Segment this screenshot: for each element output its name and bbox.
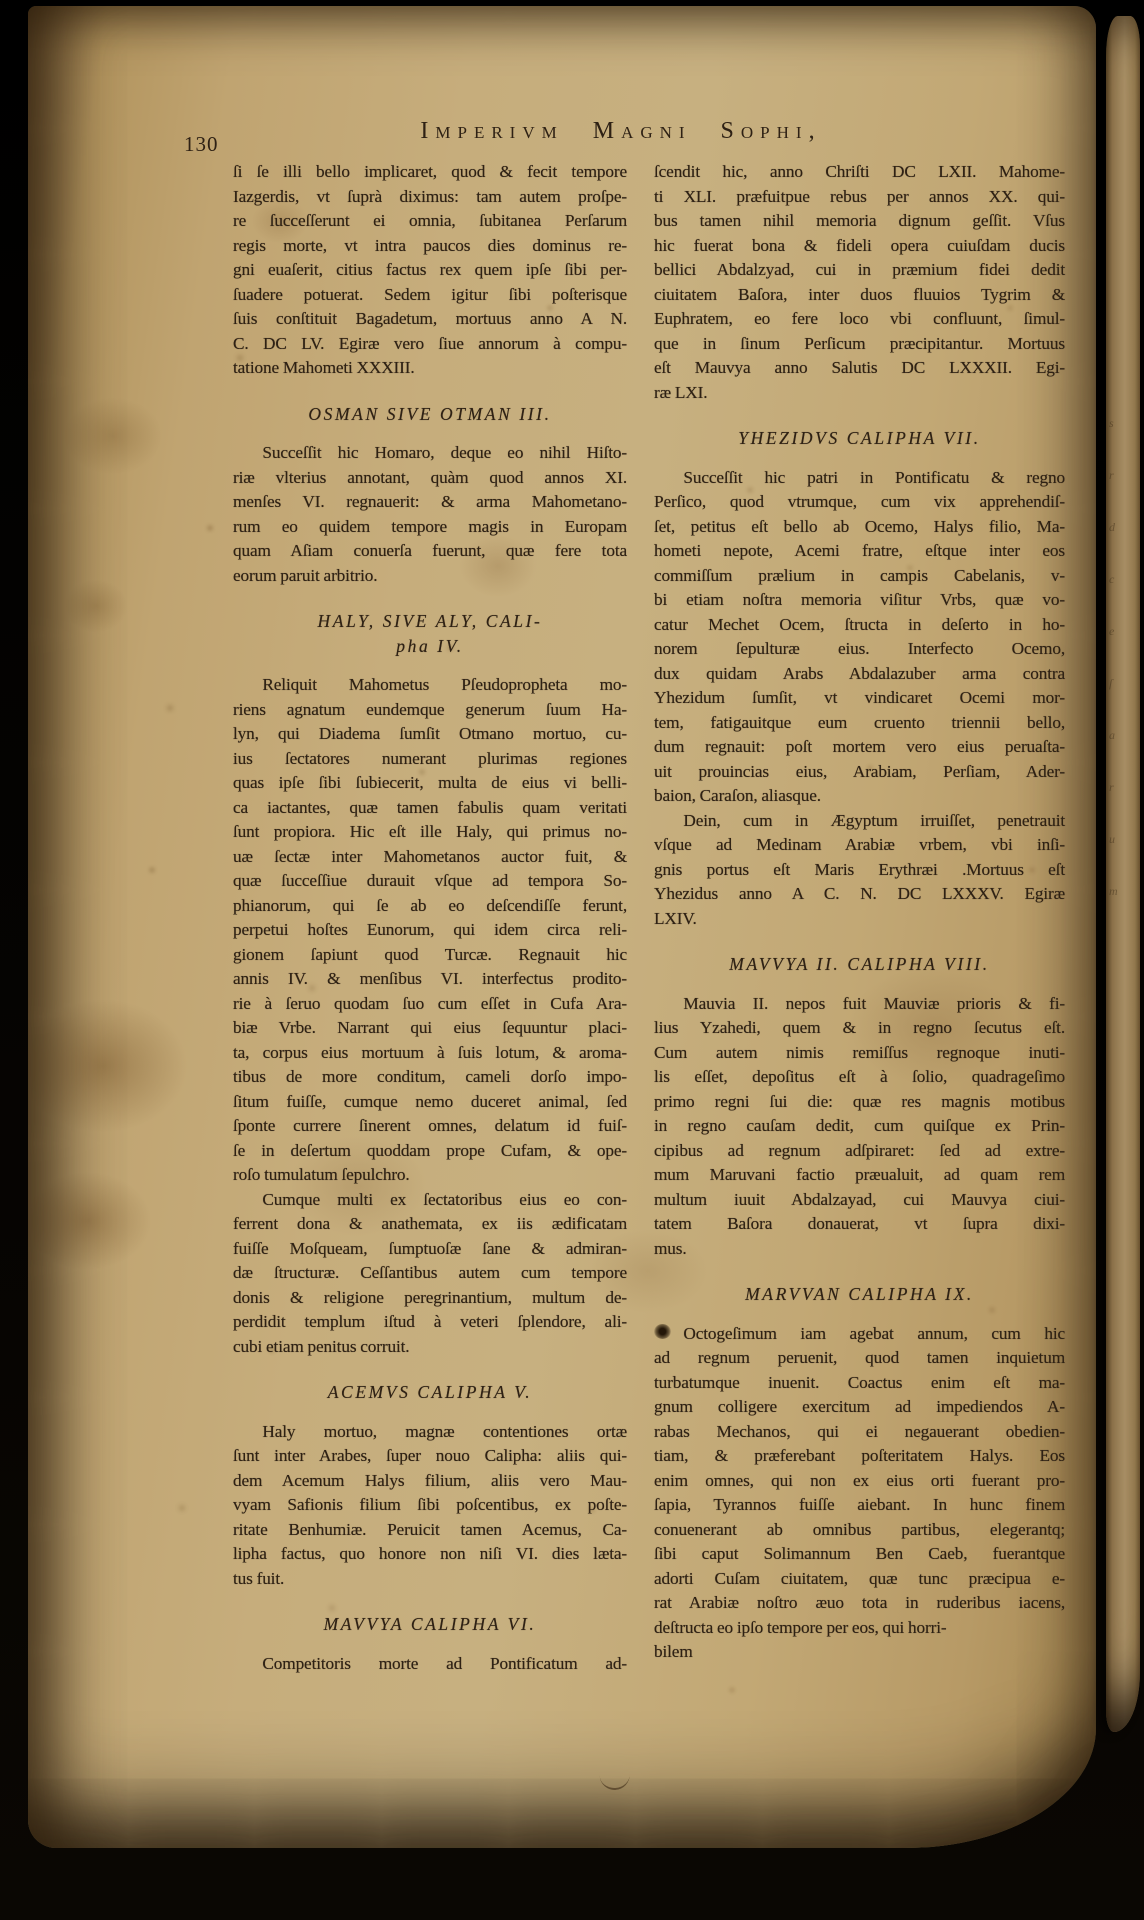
text-line: in regno cauſam dedit, cum quiſque ex Prin- bbox=[654, 1116, 1065, 1135]
text-line: Cum autem nimis remiſſus regnoque inuti- bbox=[654, 1042, 1065, 1062]
text-line: Octogeſimum iam agebat annum, cum hic bbox=[683, 1323, 1065, 1343]
edge-letter: a bbox=[1109, 728, 1115, 742]
text-line: Perſico, quod vtrumque, cum vix apprehendiſ- bbox=[654, 492, 1065, 511]
page-number: 130 bbox=[184, 132, 219, 156]
text-line: conuenerant ab omnibus partibus, elegerantq; bbox=[654, 1519, 1065, 1539]
text-line: biæ Vrbe. Narrant qui eius ſequuntur placi- bbox=[233, 1018, 627, 1037]
paragraph bbox=[654, 809, 1065, 932]
paragraph bbox=[233, 1652, 627, 1677]
text-line: dum regnauit: poſt mortem vero eius peruaſta- bbox=[654, 737, 1065, 756]
catchword: bilem bbox=[654, 1642, 693, 1661]
text-line: ſibi caput Solimannum Ben Caeb, fuerantque bbox=[654, 1544, 1065, 1563]
text-line: gni euaſerit, citius factus rex quem ipſe ſibi per- bbox=[233, 260, 627, 279]
text-line: eſt Mauvya anno Salutis DC LXXXII. Egi- bbox=[654, 358, 1065, 377]
text-line: ſuadere potuerat. Sedem igitur ſibi poſterisque bbox=[233, 284, 627, 304]
text-line: Yhezidus anno A C. N. DC LXXXV. Egiræ bbox=[654, 884, 1065, 903]
paragraph bbox=[233, 160, 627, 381]
text-line: catur Mechet Ocem, ſtructa in deſerto in ho- bbox=[654, 614, 1065, 634]
text-line: primo regni ſui die: quæ res magnis motibus bbox=[654, 1091, 1065, 1111]
text-line: adorti Cuſam ciuitatem, quæ tunc præcipua e- bbox=[654, 1568, 1065, 1588]
text-line: regis morte, vt intra paucos dies dominus re- bbox=[233, 235, 627, 255]
text-line: Euphratem, eo fere loco vbi confluunt, ſimul- bbox=[654, 309, 1065, 328]
ink-blot bbox=[654, 1324, 671, 1339]
text-line: riens agnatum eundemque generum ſuum Ha- bbox=[233, 699, 627, 719]
text-line: bellici Abdalzyad, cui in præmium fidei dedit bbox=[654, 260, 1065, 279]
section-heading: MAVVYA CALIPHA VI. bbox=[323, 1614, 537, 1634]
text-line: LXIV. bbox=[654, 908, 697, 928]
text-line: baion, Caraſon, aliasque. bbox=[654, 786, 821, 805]
text-line: Haly mortuo, magnæ contentiones ortæ bbox=[262, 1421, 627, 1441]
text-column-left bbox=[233, 160, 627, 1676]
text-line: gnis portus eſt Maris Erythræi .Mortuus eſt bbox=[654, 859, 1065, 879]
paragraph bbox=[233, 1188, 627, 1360]
text-line: lipha factus, quo honore non niſi VI. dies læta- bbox=[233, 1544, 627, 1563]
text-line: multum iuuit Abdalzayad, cui Mauvya ciui- bbox=[654, 1189, 1065, 1209]
text-line: phianorum, qui ſe ab eo deſcendiſſe ferunt, bbox=[233, 895, 627, 915]
text-line: Cumque multi ex ſectatoribus eius eo con- bbox=[262, 1189, 627, 1209]
text-line: ſunt inter Arabes, ſuper nouo Calipha: aliis qui- bbox=[233, 1446, 627, 1465]
text-line: re ſucceſſerunt ei omnia, ſubitanea Perſarum bbox=[233, 211, 627, 230]
text-line: vſque ad Medinam Arabiæ vrbem, vbi inſi- bbox=[654, 835, 1065, 854]
text-line: Succeſſit hic Homaro, deque eo nihil Hiſto- bbox=[262, 443, 627, 462]
text-line: tiam, & præferebant poſteritatem Halys. Eos bbox=[654, 1446, 1065, 1465]
text-line: hometi nepote, Acemi fratre, eſtque inter eos bbox=[654, 541, 1065, 560]
text-column-right bbox=[654, 160, 1065, 1676]
text-line: ritate Benhumiæ. Peruicit tamen Acemus, Ca- bbox=[233, 1519, 627, 1539]
text-line: roſo tumulatum ſepulchro. bbox=[233, 1165, 410, 1184]
edge-letter: c bbox=[1109, 572, 1115, 586]
foxing-speckles bbox=[28, 6, 32, 10]
text-line: tus fuit. bbox=[233, 1568, 285, 1588]
text-line: rabas Mechanos, qui ei negauerant obedien- bbox=[654, 1421, 1065, 1441]
text-line: norem ſepulturæ eius. Interfecto Ocemo, bbox=[654, 639, 1065, 658]
text-line: ſet, petitus eſt bello ab Ocemo, Halys filio, Ma- bbox=[654, 516, 1065, 536]
section-heading: OSMAN SIVE OTMAN III. bbox=[308, 403, 552, 424]
text-line: cipibus ad regnum adſpiraret: ſed ad extre- bbox=[654, 1140, 1065, 1160]
edge-letter: ſ bbox=[1109, 676, 1113, 690]
text-line: quam Aſiam conuerſa fuerunt, quæ fere tota bbox=[233, 541, 627, 560]
text-line: Dein, cum in Ægyptum irruiſſet, penetrauit bbox=[683, 810, 1065, 830]
text-line: C. DC LV. Egiræ vero ſiue annorum à compu- bbox=[233, 333, 627, 353]
text-line: ſunt propiora. Hic eſt ille Haly, qui primus no- bbox=[233, 822, 627, 841]
text-line: enim omnes, qui non ex eius orti fuerant pro- bbox=[654, 1470, 1065, 1490]
text-line: uæ ſectæ inter Mahometanos auctor fuit, & bbox=[233, 846, 627, 866]
paragraph bbox=[654, 160, 1065, 405]
text-line: gnum colligere exercitum ad impediendos A- bbox=[654, 1397, 1065, 1416]
section-heading: HALY, SIVE ALY, CALI- bbox=[317, 611, 543, 631]
text-line: donis & religione peregrinantium, multum de- bbox=[233, 1287, 627, 1307]
text-line: Mauvia II. nepos fuit Mauviæ prioris & fi- bbox=[683, 993, 1065, 1013]
text-line: ferrent dona & anathemata, ex iis ædificatam bbox=[233, 1214, 627, 1233]
text-line: cubi etiam penitus corruit. bbox=[233, 1336, 410, 1356]
text-line: Reliquit Mahometus Pſeudopropheta mo- bbox=[262, 675, 627, 694]
text-line: ſapia, Tyrannos fuiſſe aiebant. In hunc finem bbox=[654, 1495, 1065, 1514]
text-line: lyn, qui Diadema ſumſit Otmano mortuo, cu- bbox=[233, 724, 627, 743]
text-line: deſtructa eo ipſo tempore per eos, qui horri- bbox=[654, 1617, 947, 1637]
text-line: hic fuerat bona & fideli opera cuiuſdam ducis bbox=[654, 235, 1065, 255]
text-line: ius ſectatores numerant plurimas regiones bbox=[233, 748, 627, 768]
text-line: ſuis conſtituit Bagadetum, mortuus anno A N. bbox=[233, 309, 627, 328]
text-line: ſcendit hic, anno Chriſti DC LXII. Mahome- bbox=[654, 162, 1065, 181]
edge-letter: d bbox=[1109, 520, 1115, 534]
text-line: annis IV. & menſibus VI. interfectus prodito- bbox=[233, 969, 627, 988]
section-heading: MARVVAN CALIPHA IX. bbox=[745, 1284, 974, 1304]
section-heading: pha IV. bbox=[396, 635, 464, 656]
paragraph bbox=[654, 466, 1065, 809]
text-line: dem Acemum Halys filium, aliis vero Mau- bbox=[233, 1470, 627, 1490]
paragraph bbox=[233, 1420, 627, 1592]
text-line: quæ ſucceſſiue durauit vſque ad tempora So- bbox=[233, 871, 627, 890]
text-line: uit prouincias eius, Arabiam, Perſiam, Ader- bbox=[654, 761, 1065, 781]
text-line: vyam Safionis filium ſibi poſcentibus, ex poſte- bbox=[233, 1495, 627, 1514]
text-line: tem, fatigauitque eum cruento triennii bello, bbox=[654, 712, 1065, 732]
text-line: ſitum fuiſſe, cumque nemo duceret animal, ſed bbox=[233, 1091, 627, 1111]
text-line: Iazgerdis, vt ſuprà diximus: tam autem proſpe- bbox=[233, 186, 627, 206]
edge-letter: e bbox=[1109, 624, 1115, 638]
text-line: dux quidam Arabs Abdalazuber arma contra bbox=[654, 663, 1065, 683]
paragraph bbox=[233, 441, 627, 588]
edge-letter: m bbox=[1109, 884, 1118, 898]
text-line: tatem Baſora donauerat, vt ſupra dixi- bbox=[654, 1214, 1065, 1233]
text-line: rum eo quidem tempore magis in Europam bbox=[233, 516, 627, 536]
text-line: menſes VI. regnauerit: & arma Mahometano- bbox=[233, 492, 627, 511]
text-line: quas ipſe ſibi ſubiecerit, multa de eius vi belli- bbox=[233, 773, 627, 792]
text-line: commiſſum prælium in campis Cabelanis, v- bbox=[654, 565, 1065, 585]
section-heading: YHEZIDVS CALIPHA VII. bbox=[738, 428, 981, 448]
text-line: tibus de more conditum, cameli dorſo impo- bbox=[233, 1067, 627, 1086]
pen-mark bbox=[600, 1773, 631, 1791]
text-line: rie à ſeruo quodam ſuo cum eſſet in Cufa Ara- bbox=[233, 993, 627, 1013]
edge-letter: u bbox=[1109, 832, 1115, 846]
text-line: fuiſſe Moſqueam, ſumptuoſæ ſane & admiran- bbox=[233, 1238, 627, 1258]
text-line: ad regnum peruenit, quod tamen inquietum bbox=[654, 1348, 1065, 1367]
text-line: ſe in deſertum quoddam prope Cufam, & ope- bbox=[233, 1140, 627, 1160]
text-line: lius Yzahedi, quem & in regno ſecutus eſt. bbox=[654, 1018, 1065, 1037]
text-line: dæ ſtructuræ. Ceſſantibus autem cum tempore bbox=[233, 1263, 627, 1282]
text-line: lis eſſet, depoſitus eſt à ſolio, quadrageſimo bbox=[654, 1067, 1065, 1086]
section-heading: ACEMVS CALIPHA V. bbox=[327, 1382, 533, 1402]
next-page-edge bbox=[1106, 16, 1140, 1732]
text-line: turbatumque inuenit. Coactus enim eſt ma- bbox=[654, 1372, 1065, 1392]
text-line: perdidit templum iſtud à veteri ſplendore, ali- bbox=[233, 1312, 627, 1331]
text-line: Succeſſit hic patri in Pontificatu & regno bbox=[683, 467, 1065, 487]
text-line: Yhezidum ſumſit, vt vindicaret Ocemi mor- bbox=[654, 688, 1065, 707]
edge-letter: s bbox=[1109, 416, 1114, 430]
text-line: ræ LXI. bbox=[654, 382, 708, 402]
text-line: ti XLI. præfuitpue rebus per annos XX. qui- bbox=[654, 186, 1065, 206]
text-line: riæ vlterius annotant, quàm quod annos XI. bbox=[233, 467, 627, 487]
text-line: ſponte currere ſinerent omnes, delatum id fuiſ- bbox=[233, 1116, 627, 1135]
text-line: gionem ſapiunt quod Turcæ. Regnauit hic bbox=[233, 944, 627, 964]
paragraph bbox=[654, 992, 1065, 1262]
book-page bbox=[28, 6, 1096, 1848]
text-line: rat Arabiæ noſtro æuo tota in ruderibus iacens, bbox=[654, 1593, 1065, 1612]
text-line: que in ſinum Perſicum præcipitantur. Mortuus bbox=[654, 333, 1065, 353]
text-line: mus. bbox=[654, 1238, 687, 1258]
text-line: tatione Mahometi XXXIII. bbox=[233, 358, 415, 377]
text-line: ſi ſe illi bello implicaret, quod & fecit tempore bbox=[233, 162, 627, 181]
section-heading: MAVVYA II. CALIPHA VIII. bbox=[729, 954, 990, 974]
text-line: ciuitatem Baſora, inter duos fluuios Tygrim & bbox=[654, 284, 1065, 304]
running-title: Imperivm Magni Sophi, bbox=[420, 118, 822, 144]
edge-letter: r bbox=[1109, 780, 1114, 794]
text-line: eorum paruit arbitrio. bbox=[233, 565, 378, 585]
text-line: bi etiam noſtra memoria viſitur Vrbs, quæ vo- bbox=[654, 590, 1065, 609]
text-line: bus tamen nihil memoria dignum geſſit. Vſus bbox=[654, 211, 1065, 230]
edge-letter: r bbox=[1109, 468, 1114, 482]
paragraph bbox=[233, 673, 627, 1188]
text-block bbox=[233, 160, 1065, 1676]
text-line: ta, corpus eius mortuum à ſuis lotum, & aroma- bbox=[233, 1042, 627, 1062]
text-line: ca iactantes, quæ tamen fabulis quam veritati bbox=[233, 797, 627, 817]
paragraph bbox=[654, 1322, 1065, 1641]
text-line: perpetui hoſtes Eunorum, qui idem circa reli- bbox=[233, 920, 627, 939]
text-line: Competitoris morte ad Pontificatum ad- bbox=[262, 1653, 627, 1673]
text-line: mum Maruvani factio præualuit, ad quam rem bbox=[654, 1165, 1065, 1184]
